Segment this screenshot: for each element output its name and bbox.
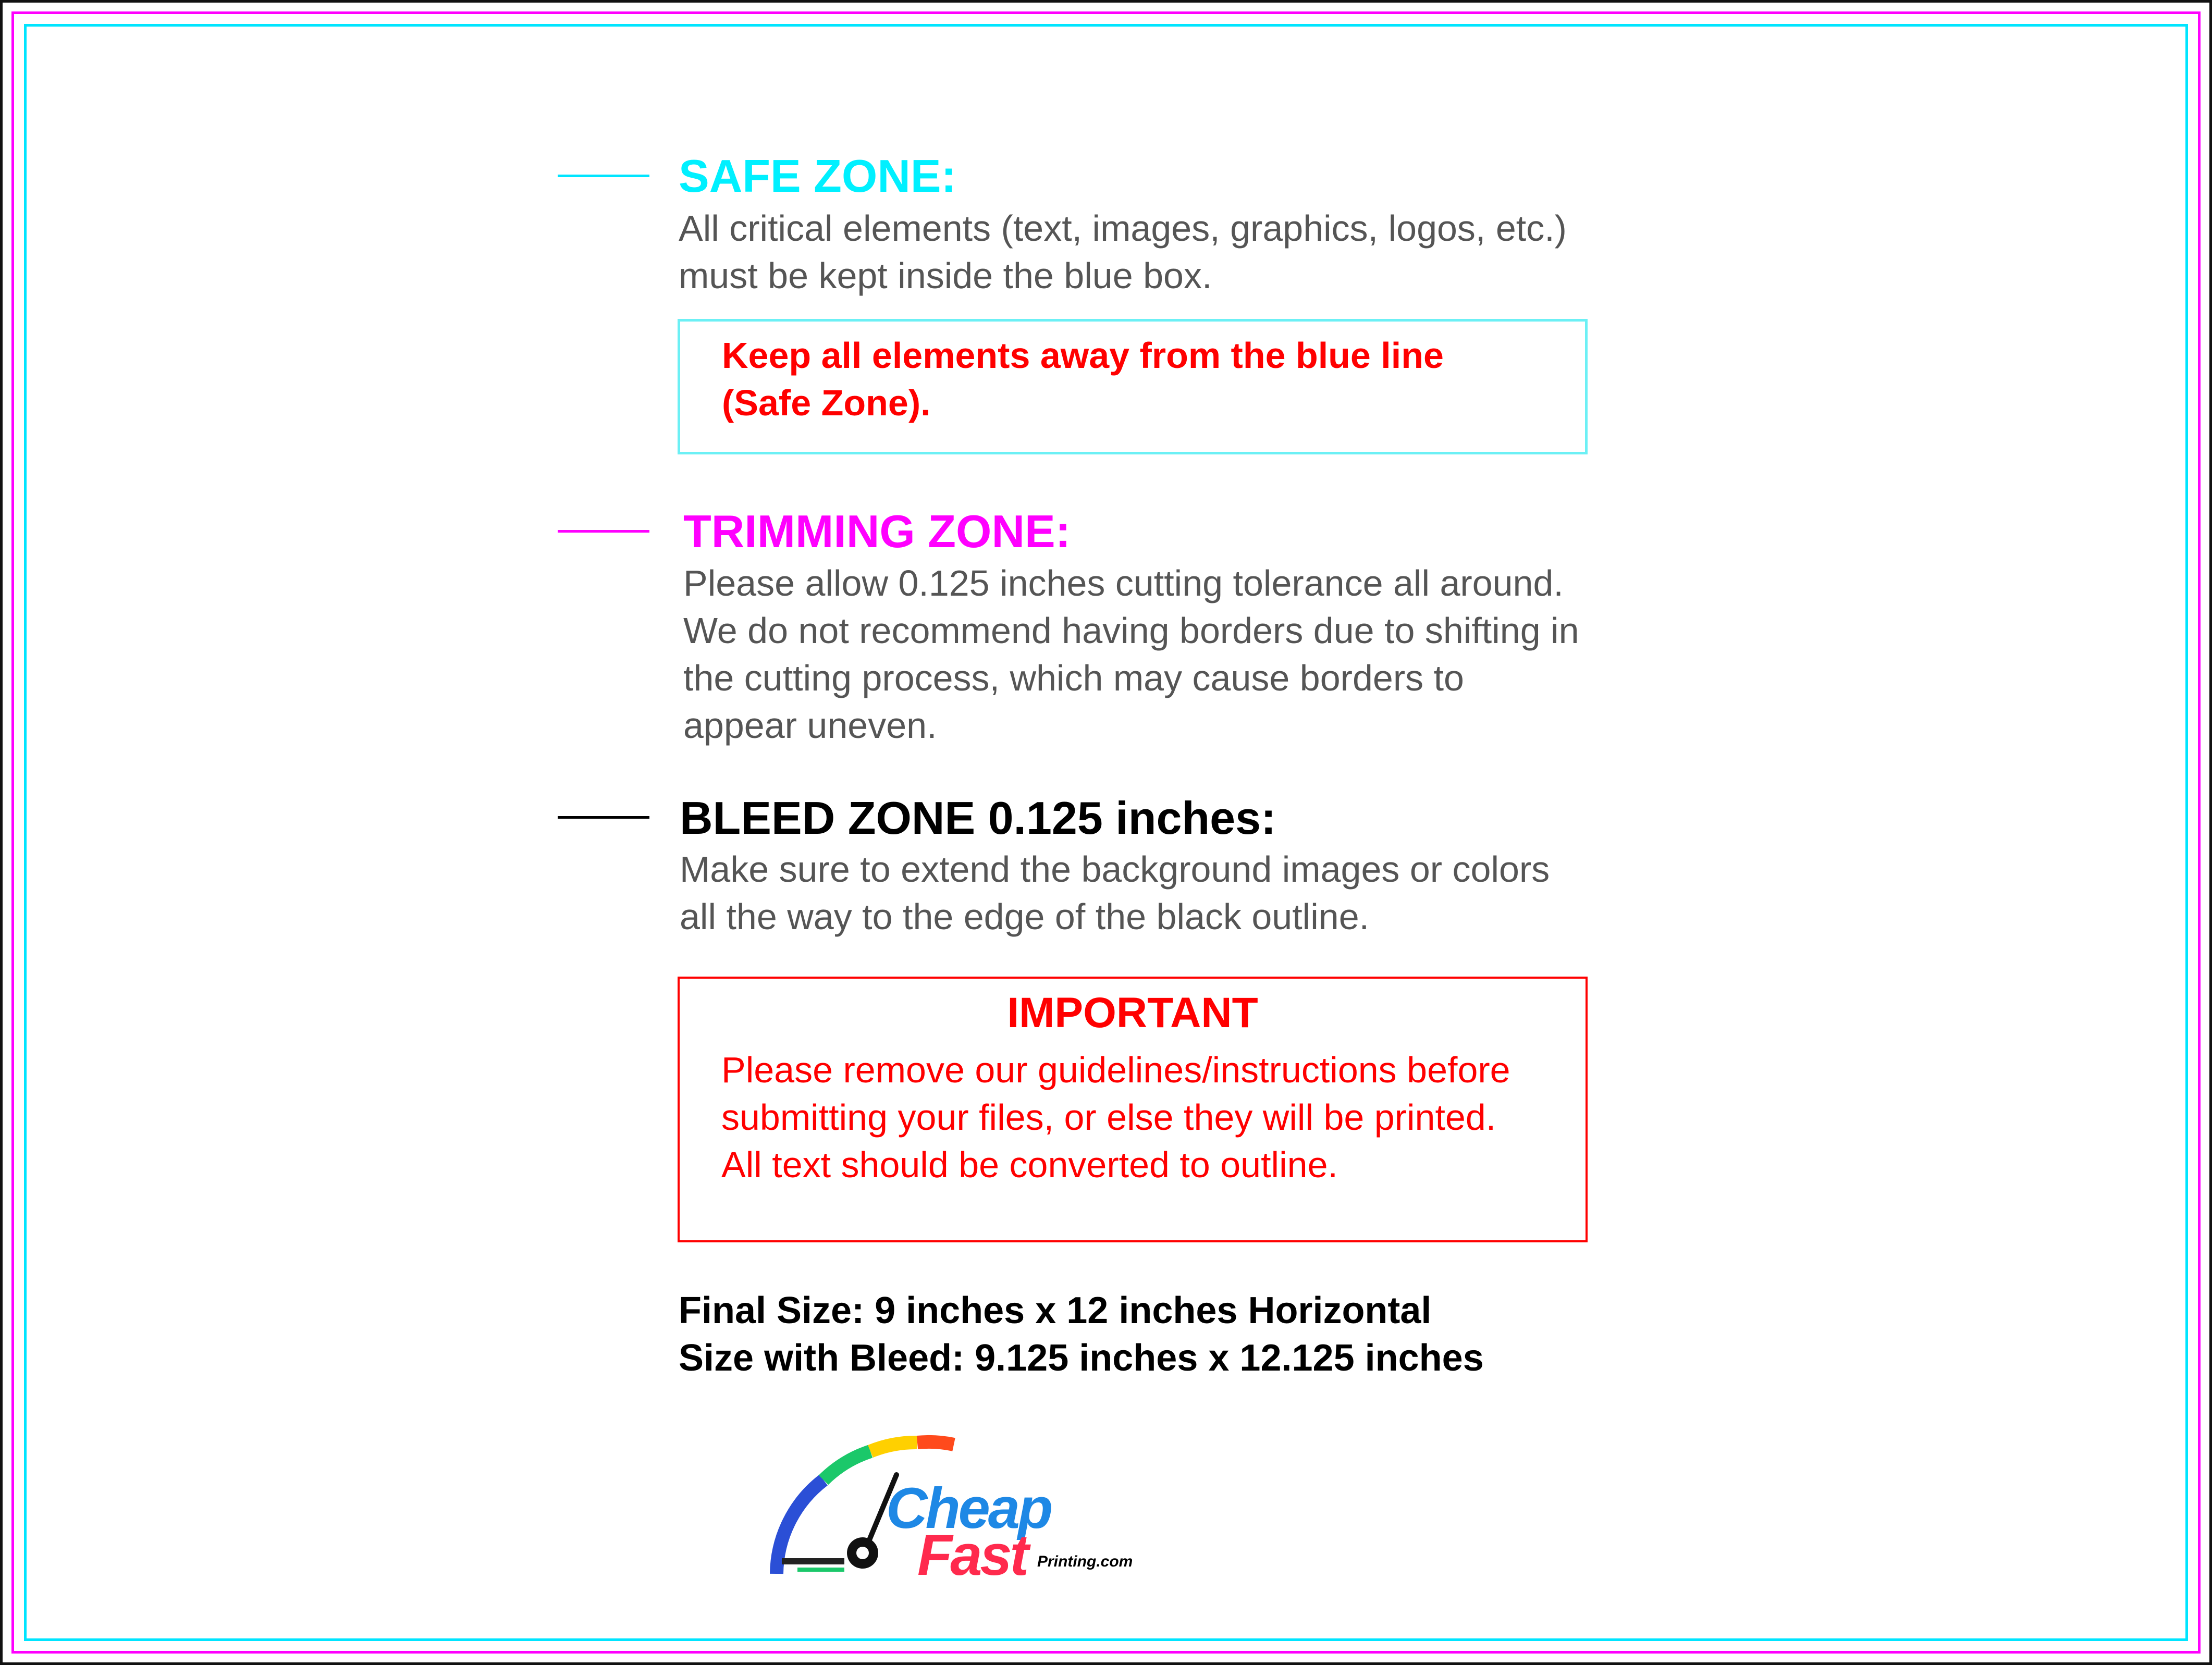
important-title: IMPORTANT: [1007, 989, 1258, 1037]
logo-word-cheap: Cheap: [886, 1476, 1051, 1540]
safe-zone-heading: SAFE ZONE:: [679, 150, 956, 202]
important-body: [721, 1046, 1510, 1189]
bleed-zone-heading: BLEED ZONE 0.125 inches:: [680, 792, 1276, 844]
bleed-zone-line: Make sure to extend the background images or colors: [680, 849, 1550, 890]
size-with-bleed: Size with Bleed: 9.125 inches x 12.125 inches: [679, 1337, 1484, 1379]
bleed-zone-legend-line: [558, 816, 649, 819]
bleed-zone-description: [680, 846, 1550, 941]
size-info: [679, 1287, 1484, 1382]
safe-zone-note: [722, 332, 1444, 427]
important-line: submitting your files, or else they will be printed.: [721, 1097, 1496, 1138]
trimming-zone-heading: TRIMMING ZONE:: [683, 505, 1071, 557]
final-size: Final Size: 9 inches x 12 inches Horizontal: [679, 1290, 1432, 1331]
safe-zone-line: All critical elements (text, images, graphics, logos, etc.): [679, 208, 1567, 249]
important-box: [678, 977, 1588, 1242]
trimming-zone-line: We do not recommend having borders due to shifting in: [683, 610, 1579, 651]
important-line: All text should be converted to outline.: [721, 1144, 1338, 1185]
logo-word-printing: Printing.com: [1037, 1553, 1133, 1570]
safe-zone-note-box: [678, 319, 1588, 454]
bleed-zone-line: all the way to the edge of the black outline.: [680, 896, 1370, 937]
safe-zone-note-line: Keep all elements away from the blue line: [722, 335, 1444, 376]
trimming-zone-line: the cutting process, which may cause borders to: [683, 658, 1464, 698]
trimming-zone-legend-line: [558, 530, 649, 533]
logo-word-fast: Fast: [917, 1523, 1027, 1587]
important-line: Please remove our guidelines/instructions before: [721, 1050, 1510, 1090]
safe-zone-description: [679, 205, 1567, 300]
trimming-zone-line: Please allow 0.125 inches cutting tolerance all around.: [683, 563, 1564, 603]
safe-zone-line: must be kept inside the blue box.: [679, 255, 1212, 296]
cheapfastprinting-logo: [761, 1433, 1133, 1589]
trimming-zone-line: appear uneven.: [683, 705, 937, 746]
safe-zone-note-line: (Safe Zone).: [722, 383, 931, 423]
trimming-zone-description: [683, 560, 1579, 749]
safe-zone-legend-line: [558, 175, 649, 177]
